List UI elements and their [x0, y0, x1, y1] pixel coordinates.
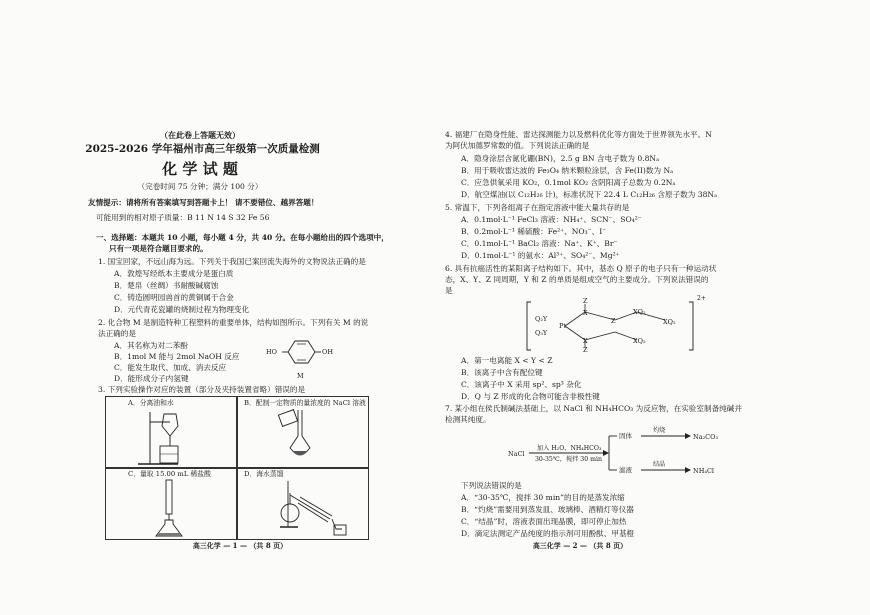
q3-label-d: D．海水蒸馏: [244, 470, 284, 478]
footer-right: 高三化学 — 2 — （共 8 页）: [532, 541, 628, 550]
cation-pt: Pt: [559, 322, 566, 330]
q4-option: C．应急供氧采用 KO₂，0.1mol KO₂ 含阴阳离子总数为 0.2Nₐ: [461, 178, 676, 187]
q3-label-c: C．量取 15.00 mL 稀盐酸: [128, 470, 211, 478]
section1-heading-2: 只有一项是符合题目要求的。: [109, 244, 208, 253]
q4-option: D．航空煤油(以 C₁₂H₂₆ 计)，标准状况下 22.4 L C₁₂H₂₆ 含原子数为 38Nₐ: [461, 190, 718, 199]
exam-title: 2025-2026 学年福州市高三年级第一次质量检测: [85, 143, 320, 155]
q1-option: B．楚帛（丝绸）书耐酸碱腐蚀: [114, 281, 219, 290]
q7-stem: 检测其纯度。: [445, 415, 491, 424]
flow-nacl: NaCl: [508, 450, 525, 458]
q2-option: D．能形成分子内氢键: [114, 374, 189, 383]
cation-q2y: Q₂Y: [535, 315, 548, 323]
cation-structure-diagram: [525, 298, 705, 354]
q5-option: A．0.1mol·L⁻¹ FeCl₃ 溶液：NH₄⁺、SCN⁻、SO₄²⁻: [461, 215, 642, 224]
q1-option: C．铸造圆明园兽首的黄铜属于合金: [114, 293, 234, 302]
q1-option: A．敦煌写经纸本主要成分是蛋白质: [114, 269, 234, 278]
q6-stem: 态，X、Y、Z 同周期，Y 和 Z 的单质是组成空气的主要成分。下列说法错误的: [445, 275, 709, 284]
compound-m-oh: OH: [322, 348, 333, 356]
volumetric-flask-icon: [262, 406, 342, 466]
cation-q3y: Q₃Y: [535, 329, 548, 337]
q7-option: B．“灼烧”需要用到蒸发皿、玻璃棒、酒精灯等仪器: [461, 505, 634, 514]
burette-icon: [140, 478, 200, 538]
q1-option: D．元代青花瓷罐的烧制过程为物理变化: [114, 305, 250, 314]
q6-stem: 6. 具有抗癌活性的某阳离子结构如下。其中，基态 Q 原子的电子只有一种运动状: [445, 264, 717, 273]
cation-z-mid: Z: [611, 317, 616, 325]
flow-burn: 灼烧: [653, 427, 666, 434]
cation-x-left: X: [583, 309, 588, 317]
q2-option: B．1mol M 能与 2mol NaOH 反应: [114, 352, 240, 361]
cation-z-bottom: Z: [583, 346, 588, 354]
distillation-apparatus-icon: [270, 477, 360, 537]
time-score: （完卷时间 75 分钟；满分 100 分）: [137, 182, 263, 191]
q2-option: C．能发生取代、加成、消去反应: [114, 363, 227, 372]
q6-stem: 是: [445, 286, 453, 295]
q6-option: D．Q 与 Z 形成的化合物可能含非极性键: [461, 392, 600, 401]
cation-z-top: Z: [583, 297, 588, 305]
q4-option: B．用于吸收雷达波的 Fe₃O₄ 纳米颗粒涂层，含 Fe(II)数为 Nₐ: [461, 166, 674, 175]
q1-stem: 1. 国宝回家，不远山海为远。下列关于我国已案回流失海外的文物说法正确的是: [98, 257, 366, 266]
q2-stem: 法正确的是: [98, 329, 136, 338]
flow-crystal: 结晶: [653, 461, 666, 468]
flow-cond-bottom: 30-35℃，搅拌 30 min: [535, 456, 602, 463]
q4-stem: 4. 福建厂在隐身性能、雷达探测能力以及燃料优化等方面处于世界领先水平。N: [445, 130, 712, 139]
q2-stem: 2. 化合物 M 是制造特种工程塑料的重要单体，结构如图所示。下列有关 M 的说: [98, 318, 369, 327]
q7-prompt: 下列说法错误的是: [461, 481, 522, 490]
q5-option: D．0.1mol·L⁻¹ 的氨水：Al³⁺、SO₄²⁻、Mg²⁺: [461, 251, 620, 260]
q3-label-b: B．配制一定物质的量浓度的 NaCl 溶液: [244, 399, 366, 407]
q7-option: C．“结晶”时，溶液表面出现晶膜，即可停止加热: [461, 517, 627, 526]
q7-stem: 7. 某小组在侯氏制碱法基础上，以 NaCl 和 NH₄HCO₃ 为反应物，在实验室制备纯碱并: [445, 404, 742, 413]
q5-stem: 5. 常温下，下列各组离子在指定溶液中能大量共存的是: [445, 203, 630, 212]
cation-charge: 2+: [697, 295, 706, 302]
q7-option: D．滴定法测定产品纯度的指示剂可用酚酞、甲基橙: [461, 529, 635, 538]
q3-stem: 3. 下列实验操作对应的装置（部分及夹持装置省略）错误的是: [98, 385, 306, 394]
q2-option: A．其名称为对二苯酚: [114, 341, 188, 350]
q5-option: B．0.2mol·L⁻¹ 稀硫酸：Fe²⁺、NO₃⁻、I⁻: [461, 227, 607, 236]
subject-title: 化 学 试 题: [162, 160, 238, 178]
q4-option: A．隐身涂层含氮化硼(BN)，2.5 g BN 含电子数为 0.8Nₐ: [461, 154, 660, 163]
footer-left: 高三化学 — 1 — （共 8 页）: [192, 541, 288, 550]
q3-label-a: A．分离油和水: [128, 399, 174, 407]
q6-option: A．第一电离能 X < Y < Z: [461, 356, 553, 365]
atomic-masses: 可能用到的相对原子质量：B 11 N 14 S 32 Fe 56: [96, 213, 270, 222]
friendly-tip: 友情提示：请将所有答案填写到答题卡上！ 请不要错位、越界答题！: [88, 198, 319, 207]
q7-option: A．“30-35℃，搅拌 30 min”的目的是蒸发浓缩: [461, 493, 625, 502]
flow-cond-top: 加入 H₂O、NH₄HCO₃: [537, 445, 602, 452]
cation-x-right: X: [583, 337, 588, 345]
cation-xq2-right: XQ₂: [663, 318, 676, 326]
separatory-funnel-icon: [120, 408, 220, 466]
q5-option: C．0.1mol·L⁻¹ BaCl₂ 溶液：Na⁺、K⁺、Br⁻: [461, 239, 618, 248]
cation-xq2-top: XQ₂: [633, 308, 646, 316]
section1-heading-1: 一、选择题：本题共 10 小题，每小题 4 分，共 40 分。在每小题给出的四个选项中，: [96, 233, 389, 242]
flow-solid: 固体: [619, 432, 632, 440]
flow-filtrate: 滤液: [619, 466, 632, 474]
compound-m-label: M: [297, 372, 304, 380]
q4-stem: 为阿伏加德罗常数的值。下列说法正确的是: [445, 141, 590, 150]
q6-option: C．该离子中 X 采用 sp²、sp³ 杂化: [461, 380, 582, 389]
q6-option: B．该离子中含有配位键: [461, 368, 543, 377]
flow-na2co3: Na₂CO₃: [693, 433, 719, 441]
invalid-note: （在此卷上答题无效）: [160, 130, 240, 140]
right-page: [435, 0, 870, 615]
cation-xq2-bot: XQ₂: [633, 337, 646, 345]
compound-m-ho: HO: [266, 348, 277, 356]
flow-nh4cl: NH₄Cl: [693, 467, 715, 475]
